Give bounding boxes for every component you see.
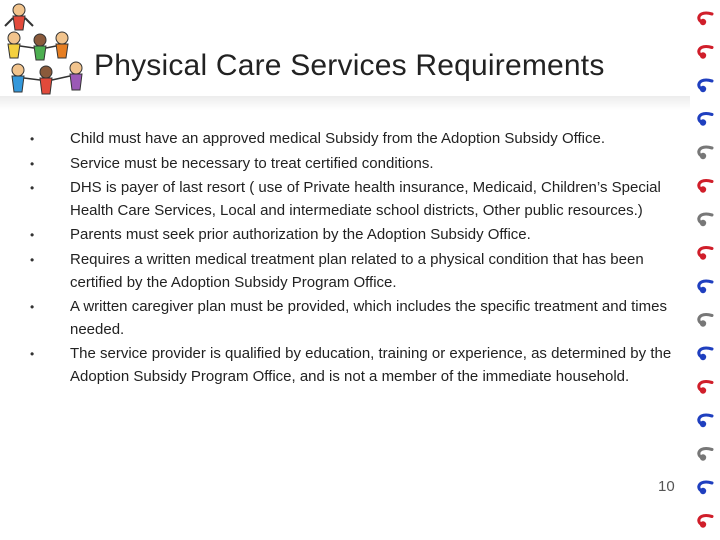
list-item bbox=[30, 343, 680, 388]
list-item-text: Service must be necessary to treat certified conditions. bbox=[70, 154, 434, 172]
list-item bbox=[30, 177, 680, 222]
bullet-dot-icon: • bbox=[30, 252, 35, 267]
list-item bbox=[30, 296, 680, 341]
list-item bbox=[30, 153, 680, 176]
spiral-hole bbox=[700, 421, 706, 427]
list-item-text: DHS is payer of last resort ( use of Private health insurance, Medicaid, Children’s Special Health Care Services, Local and intermediate school districts, Other public resources.) bbox=[70, 179, 661, 219]
spiral-hole bbox=[700, 521, 706, 527]
spiral-hole bbox=[700, 387, 706, 393]
list-item bbox=[30, 224, 680, 247]
spiral-hole bbox=[700, 52, 706, 58]
list-item-text: A written caregiver plan must be provided, which includes the specific treatment and times needed. bbox=[70, 298, 667, 338]
slide-content bbox=[30, 128, 680, 391]
notebook-spiral-binding bbox=[690, 0, 720, 540]
list-item-text: Child must have an approved medical Subsidy from the Adoption Subsidy Office. bbox=[70, 130, 606, 147]
spiral-hole bbox=[700, 153, 706, 159]
list-item bbox=[30, 249, 680, 294]
spiral-hole bbox=[700, 220, 706, 226]
spiral-hole bbox=[700, 253, 706, 259]
page-number: 10 bbox=[658, 478, 675, 495]
bullet-dot-icon: • bbox=[30, 181, 35, 196]
spiral-hole bbox=[700, 488, 706, 494]
bullet-dot-icon: • bbox=[30, 132, 35, 146]
spiral-hole bbox=[700, 454, 706, 460]
spiral-hole bbox=[700, 287, 706, 293]
bullet-dot-icon: • bbox=[30, 300, 35, 315]
spiral-hole bbox=[700, 354, 706, 360]
list-item-text: Parents must seek prior authorization by the Adoption Subsidy Office. bbox=[70, 226, 531, 244]
list-item-text: Requires a written medical treatment plan related to a physical condition that has been certified by the Adoption Subsidy Program Office. bbox=[70, 250, 644, 291]
header-shadow bbox=[0, 96, 690, 110]
spiral-hole bbox=[700, 119, 706, 125]
list-item-text: The service provider is qualified by education, training or experience, as determined by the Adoption Subsidy Program Office, and is not a member of the immediate household. bbox=[70, 345, 672, 385]
bullet-dot-icon: • bbox=[30, 156, 35, 171]
list-item bbox=[30, 128, 680, 151]
bullet-dot-icon: • bbox=[30, 347, 35, 362]
spiral-hole bbox=[700, 320, 706, 326]
children-pyramid-logo bbox=[0, 0, 92, 104]
spiral-hole bbox=[700, 86, 706, 92]
spiral-hole bbox=[700, 186, 706, 192]
bullet-dot-icon: • bbox=[30, 228, 35, 243]
slide-title: Physical Care Services Requirements bbox=[94, 49, 605, 82]
requirements-list bbox=[30, 128, 680, 389]
spiral-hole bbox=[700, 19, 706, 25]
